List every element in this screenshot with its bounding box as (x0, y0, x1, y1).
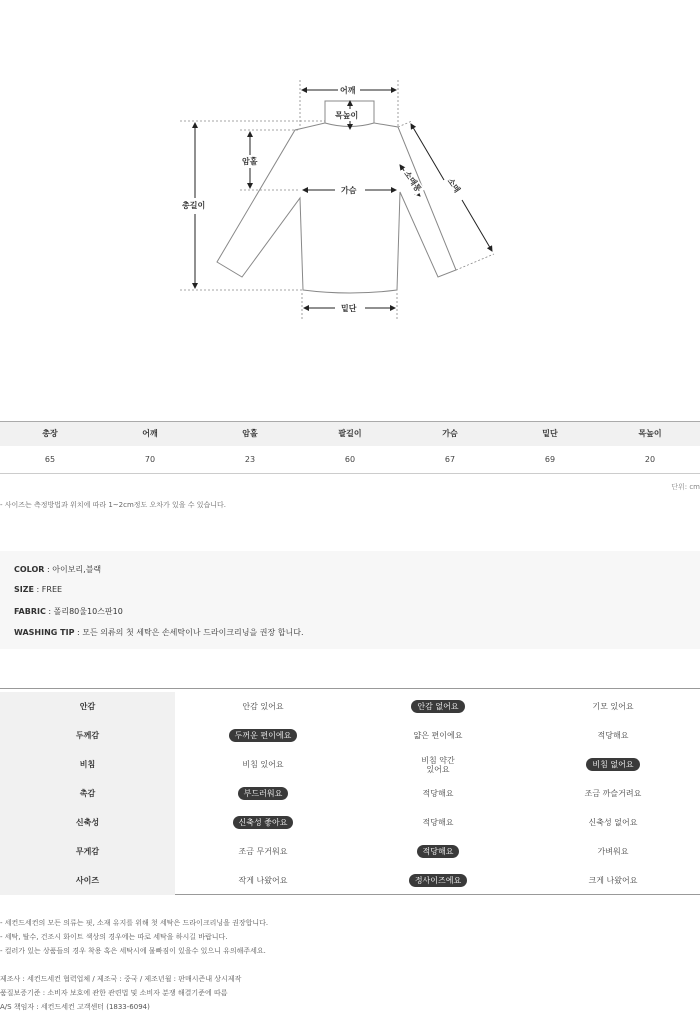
sleeve-label: 소매 (444, 174, 464, 196)
total-length-label: 총길이 (182, 201, 206, 210)
washing-value: 모든 의류의 첫 세탁은 손세탁이나 드라이크리닝을 권장 합니다. (82, 628, 304, 637)
size-value-cell: 65 (0, 446, 100, 474)
attribute-grid (0, 688, 700, 895)
attribute-option-text: 신축성 없어요 (588, 818, 638, 827)
size-header-cell: 목높이 (600, 422, 700, 446)
attribute-option (548, 750, 678, 779)
size-table-header-row (0, 422, 700, 446)
attribute-row (0, 808, 700, 837)
product-info-box (0, 551, 700, 649)
attribute-option (198, 750, 328, 779)
size-info: SIZE : FREE (14, 585, 63, 594)
attribute-option (373, 808, 503, 837)
color-value: 아이보리,블랙 (52, 565, 102, 574)
attribute-row (0, 692, 700, 721)
attribute-option (373, 692, 503, 721)
size-value: FREE (41, 585, 63, 594)
attribute-option (373, 866, 503, 895)
attribute-option (548, 692, 678, 721)
color-info: COLOR : 아이보리,블랙 (14, 565, 102, 574)
attribute-option-text: 기모 있어요 (592, 702, 634, 711)
size-header-cell: 가슴 (400, 422, 500, 446)
attribute-option-text: 적당해요 (422, 818, 454, 827)
attribute-option-text: 안감 있어요 (242, 702, 284, 711)
attribute-option-text: 비침 약간 있어요 (421, 755, 455, 774)
attribute-option-selected: 비침 없어요 (586, 758, 639, 771)
size-table (0, 421, 700, 474)
attribute-option-text: 조금 까슬거려요 (584, 789, 642, 798)
attribute-option-selected: 부드러워요 (238, 787, 289, 800)
attribute-label: 촉감 (0, 779, 175, 808)
color-key: COLOR (14, 565, 45, 574)
attribute-row (0, 779, 700, 808)
attribute-option (373, 837, 503, 866)
size-header-cell: 팔길이 (300, 422, 400, 446)
attribute-option-selected: 신축성 좋아요 (233, 816, 294, 829)
fabric-key: FABRIC (14, 607, 46, 616)
care-note: - 세탁, 탈수, 건조시 화이트 색상의 경우에는 따로 세탁을 하시길 바랍니다. (0, 933, 228, 941)
attribute-option-text: 적당해요 (597, 731, 629, 740)
size-value-cell: 23 (200, 446, 300, 474)
attribute-option (548, 721, 678, 750)
attribute-option-selected: 두꺼운 편이에요 (229, 729, 298, 742)
size-value-cell: 67 (400, 446, 500, 474)
legal-note: A/S 책임자 : 세컨드세컨 고객센터 (1833-6094) (0, 1003, 150, 1011)
size-value-cell: 69 (500, 446, 600, 474)
attribute-option-text: 작게 나왔어요 (238, 876, 288, 885)
attribute-option (548, 808, 678, 837)
attribute-label: 무게감 (0, 837, 175, 866)
attribute-option (373, 721, 503, 750)
attribute-option-text: 비침 있어요 (242, 760, 284, 769)
size-value-cell: 70 (100, 446, 200, 474)
attribute-option (548, 866, 678, 895)
size-key: SIZE (14, 585, 35, 594)
hem-label: 밑단 (341, 304, 357, 313)
attribute-label: 사이즈 (0, 866, 175, 895)
attribute-option-selected: 정사이즈에요 (409, 874, 467, 887)
size-header-cell: 밑단 (500, 422, 600, 446)
attribute-label: 신축성 (0, 808, 175, 837)
attribute-option-selected: 안감 없어요 (411, 700, 464, 713)
size-diagram (0, 0, 700, 330)
fabric-value: 폴리80울10스판10 (53, 607, 123, 616)
fabric-info: FABRIC : 폴리80울10스판10 (14, 607, 123, 616)
chest-label: 가슴 (341, 186, 357, 195)
attribute-row (0, 721, 700, 750)
attribute-option (373, 779, 503, 808)
attribute-option (198, 692, 328, 721)
size-header-cell: 암홀 (200, 422, 300, 446)
attribute-row (0, 750, 700, 779)
size-note: - 사이즈는 측정방법과 위치에 따라 1~2cm정도 오차가 있을 수 있습니다. (0, 501, 227, 509)
attribute-option-text: 조금 무거워요 (238, 847, 288, 856)
attribute-option (548, 779, 678, 808)
size-value-cell: 20 (600, 446, 700, 474)
legal-note: 품질보증기준 : 소비자 보호에 관한 관련법 및 소비자 분쟁 해결기준에 따름 (0, 989, 228, 997)
attribute-option (373, 750, 503, 779)
size-header-cell: 총장 (0, 422, 100, 446)
attribute-option (198, 837, 328, 866)
armhole-label: 암홀 (242, 157, 258, 166)
size-table-row (0, 446, 700, 474)
attribute-label: 두께감 (0, 721, 175, 750)
shoulder-label: 어깨 (340, 86, 356, 95)
size-header-cell: 어깨 (100, 422, 200, 446)
care-note: - 세컨드세컨의 모든 의류는 핏, 소재 유지를 위해 첫 세탁은 드라이크리닝을 권장합니다. (0, 919, 269, 927)
sleeve-cuff-label: 소매통 (400, 167, 425, 196)
attribute-option (198, 779, 328, 808)
legal-note: 제조사 : 세컨드세컨 협력업체 / 제조국 : 중국 / 제조년월 : 판매시즌내 상시제작 (0, 975, 242, 983)
attribute-option (198, 866, 328, 895)
attribute-option-text: 얇은 편이에요 (413, 731, 463, 740)
washing-info: WASHING TIP : 모든 의류의 첫 세탁은 손세탁이나 드라이크리닝을 권장 합니다. (14, 628, 304, 637)
garment-outline-drawing (0, 0, 700, 330)
attribute-option-text: 가벼워요 (597, 847, 629, 856)
washing-key: WASHING TIP (14, 628, 75, 637)
neck-height-label: 목높이 (335, 111, 359, 120)
attribute-option-text: 크게 나왔어요 (588, 876, 638, 885)
attribute-row (0, 866, 700, 895)
attribute-option-selected: 적당해요 (417, 845, 460, 858)
unit-label: 단위: cm (671, 483, 700, 491)
attribute-option-text: 적당해요 (422, 789, 454, 798)
attribute-row (0, 837, 700, 866)
attribute-option (198, 721, 328, 750)
attribute-label: 비침 (0, 750, 175, 779)
care-note: - 컬러가 있는 상품들의 경우 착용 혹은 세탁시에 물빠짐이 있을수 있으니 유의해주세요. (0, 947, 266, 955)
attribute-label: 안감 (0, 692, 175, 721)
size-value-cell: 60 (300, 446, 400, 474)
attribute-option (198, 808, 328, 837)
attribute-option (548, 837, 678, 866)
